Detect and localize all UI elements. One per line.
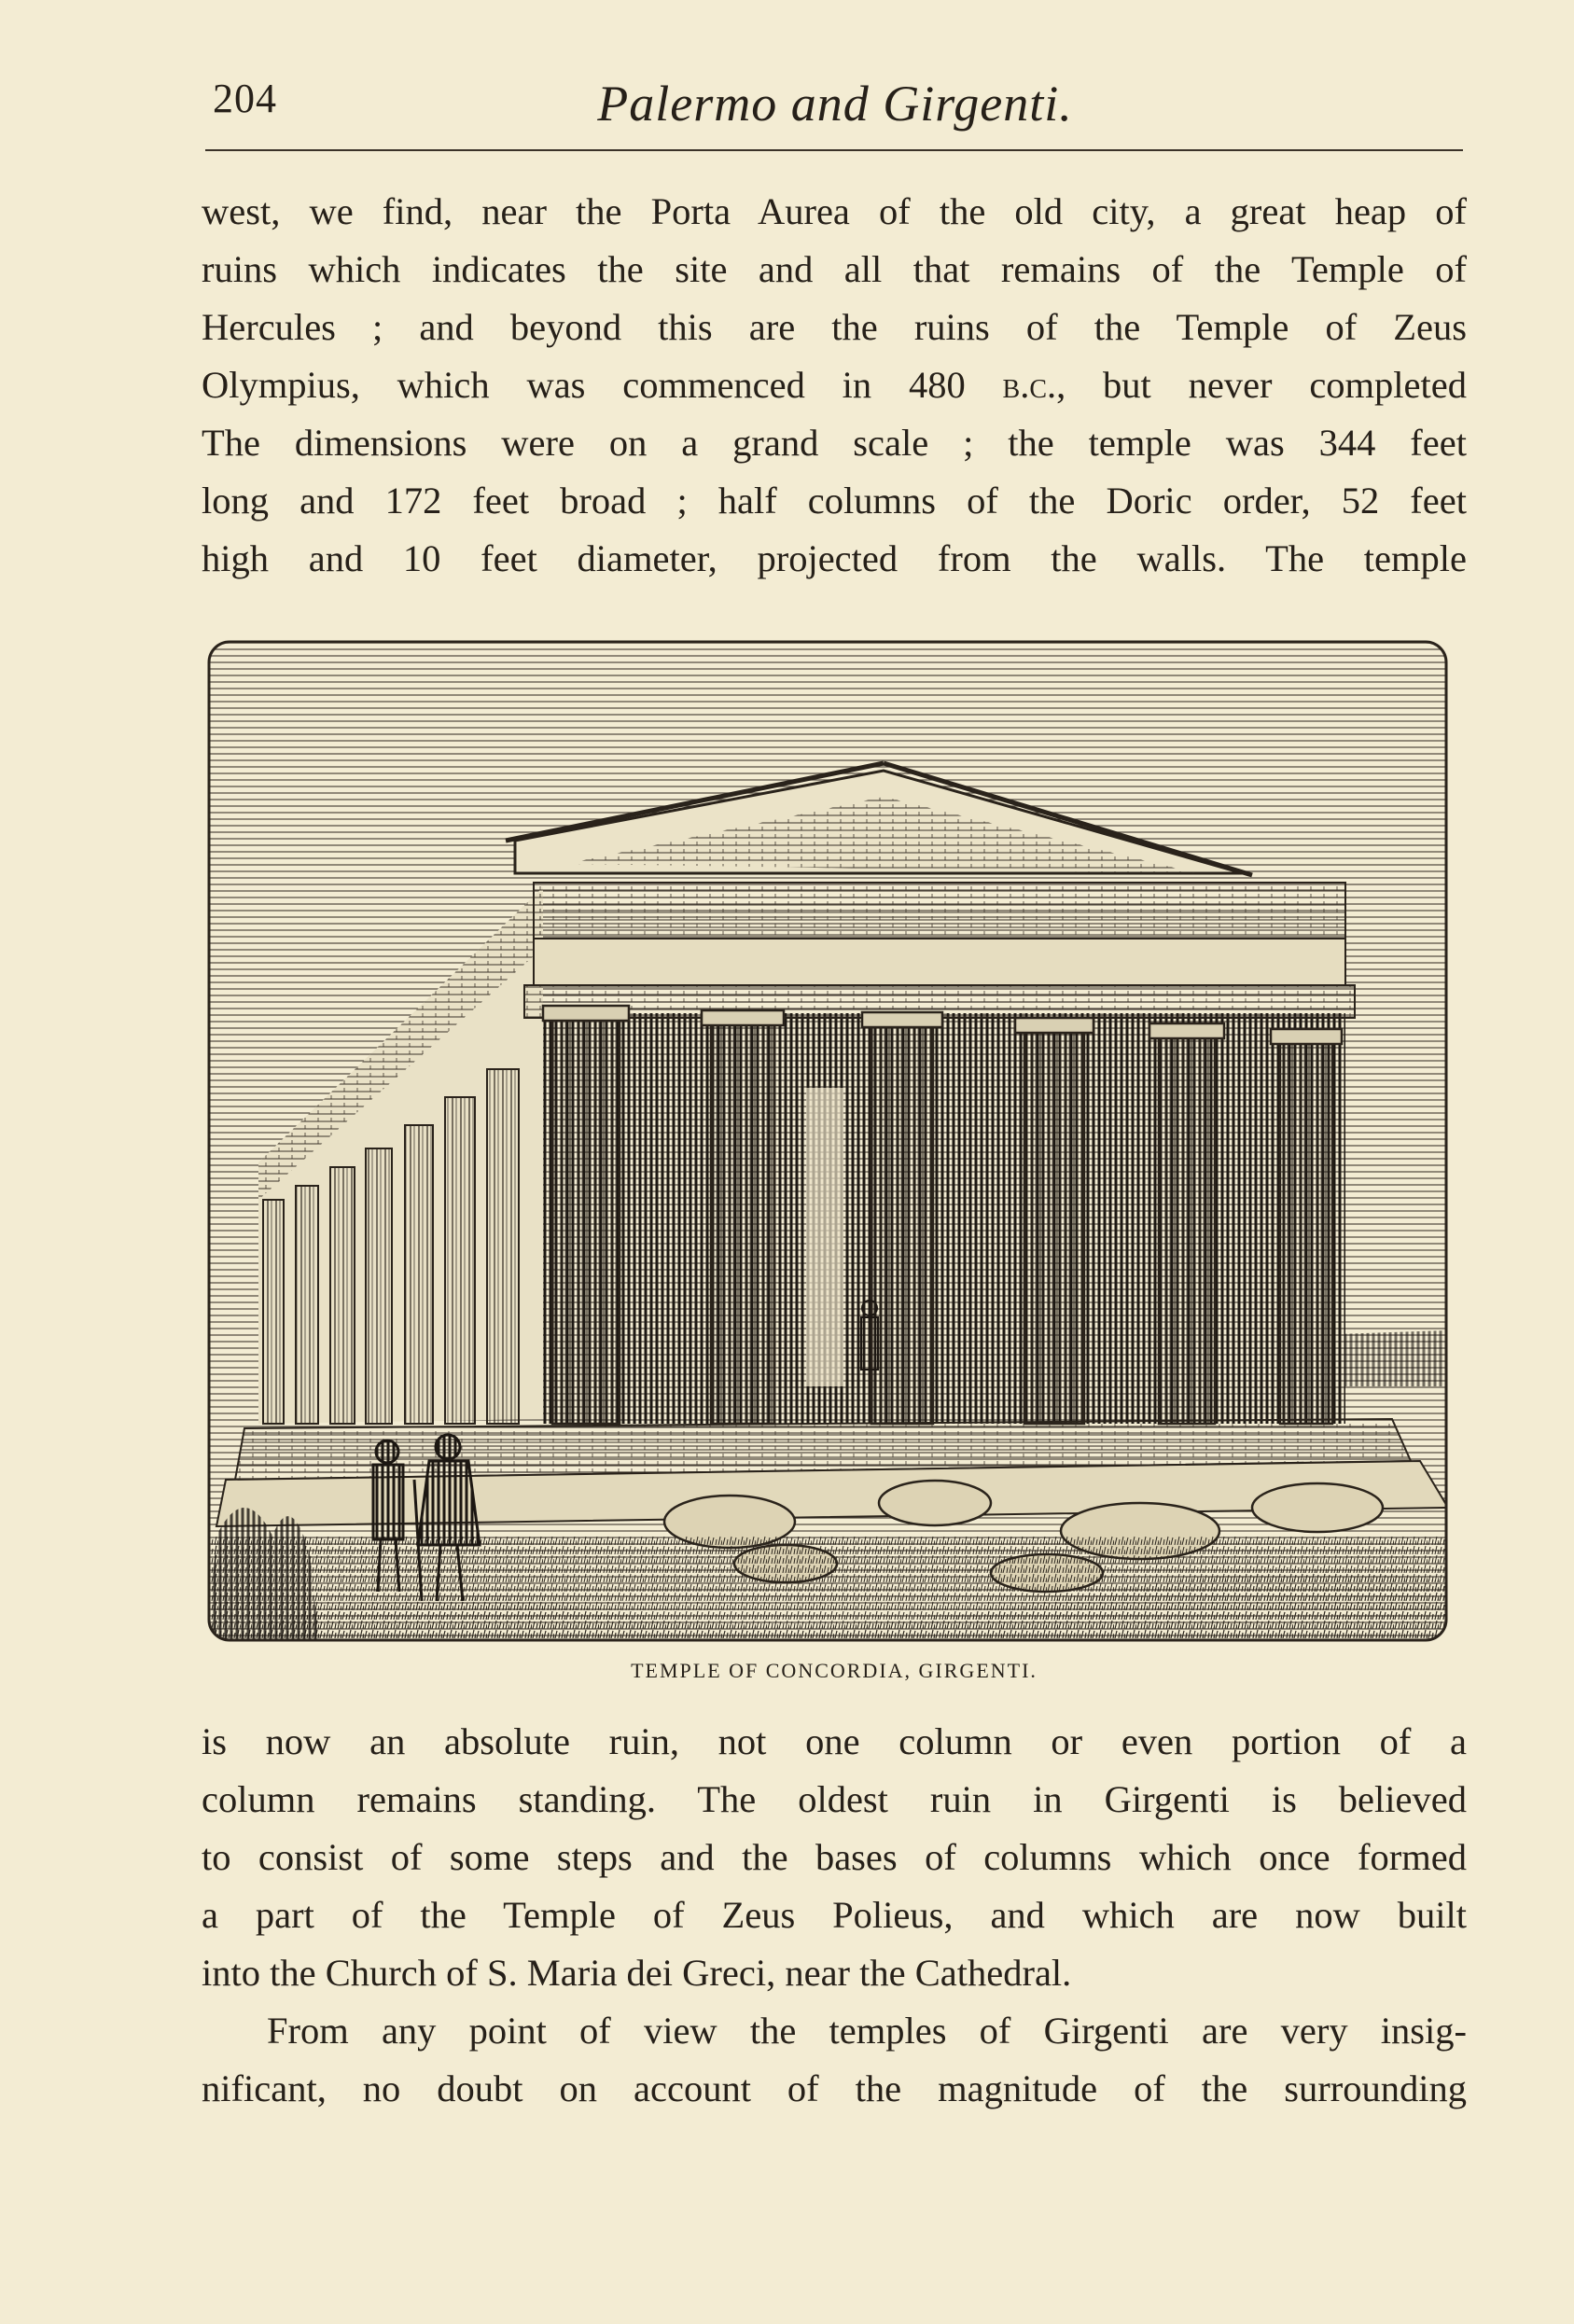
page-number: 204 xyxy=(213,76,277,121)
header-rule xyxy=(205,149,1463,151)
body-text-top xyxy=(202,183,1467,588)
text-line: a part of the Temple of Zeus Polieus, and which are now built xyxy=(202,1894,1467,1936)
text-line: nificant, no doubt on account of the magnitude of the surrounding xyxy=(202,2067,1467,2109)
text-line: long and 172 feet broad ; half columns of the Doric order, 52 feet xyxy=(202,480,1467,522)
text-line: The dimensions were on a grand scale ; the temple was 344 feet xyxy=(202,422,1467,464)
text-line: is now an absolute ruin, not one column or even portion of a xyxy=(202,1720,1467,1762)
text-segment: , but never completed xyxy=(1056,364,1468,406)
text-line: into the Church of S. Maria dei Greci, near the Cathedral. xyxy=(202,1952,1072,1994)
running-title: Palermo and Girgenti. xyxy=(597,76,1073,132)
temple-engraving xyxy=(207,640,1448,1642)
text-line: Hercules ; and beyond this are the ruins of the Temple of Zeus xyxy=(202,306,1467,348)
text-segment: Olympius, which was commenced in 480 xyxy=(202,364,966,406)
text-line: column remains standing. The oldest ruin in Girgenti is believed xyxy=(202,1778,1467,1820)
page-header xyxy=(205,75,1465,140)
text-line: From any point of view the temples of Girgenti are very insig- xyxy=(267,2010,1467,2052)
figure-caption: TEMPLE OF CONCORDIA, GIRGENTI. xyxy=(631,1659,1038,1682)
text-line-with-date xyxy=(202,356,1467,414)
bc-abbreviation: b.c. xyxy=(1002,364,1057,406)
text-line: high and 10 feet diameter, projected from the walls. The temple xyxy=(202,537,1467,579)
body-text-bottom xyxy=(202,1713,1467,2118)
text-line: ruins which indicates the site and all that remains of the Temple of xyxy=(202,248,1467,290)
text-line: to consist of some steps and the bases of columns which once formed xyxy=(202,1836,1467,1878)
text-line: west, we find, near the Porta Aurea of the old city, a great heap of xyxy=(202,190,1467,232)
